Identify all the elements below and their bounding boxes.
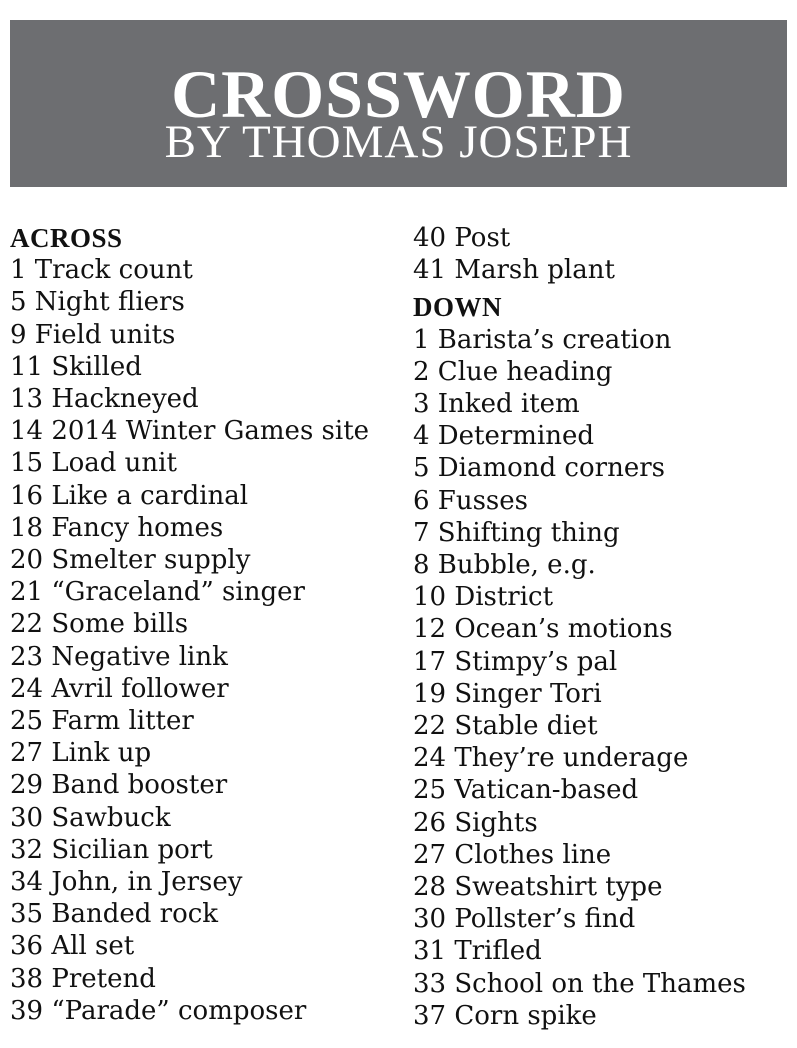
across-clue: 18 Fancy homes xyxy=(10,512,224,543)
across-clue: 36 All set xyxy=(10,931,135,962)
down-clue: 3 Inked item xyxy=(413,389,580,420)
across-clue: 15 Load unit xyxy=(10,448,177,479)
across-clue: 38 Pretend xyxy=(10,963,156,994)
across-clue: 20 Smelter supply xyxy=(10,545,251,576)
down-clue: 30 Pollster’s find xyxy=(413,904,636,935)
across-heading: ACROSS xyxy=(10,223,123,253)
down-clue: 6 Fusses xyxy=(413,485,529,516)
down-heading: DOWN xyxy=(413,292,502,323)
title-banner xyxy=(10,20,787,187)
across-clue: 9 Field units xyxy=(10,319,176,350)
down-clue: 19 Singer Tori xyxy=(413,678,602,709)
down-clue: 5 Diamond corners xyxy=(413,453,665,484)
across-clue: 34 John, in Jersey xyxy=(10,867,243,898)
across-clue: 25 Farm litter xyxy=(10,706,194,737)
down-clue: 12 Ocean’s motions xyxy=(413,614,673,645)
down-clue: 4 Determined xyxy=(413,421,595,452)
across-clue: 30 Sawbuck xyxy=(10,802,171,833)
puzzle-title: CROSSWORD xyxy=(171,56,626,132)
down-clue: 37 Corn spike xyxy=(413,1000,597,1031)
across-clue: 5 Night fliers xyxy=(10,287,185,318)
clue-column-right xyxy=(413,222,793,1032)
down-clue: 24 They’re underage xyxy=(413,743,689,774)
down-clue: 8 Bubble, e.g. xyxy=(413,550,596,581)
across-clue: 40 Post xyxy=(413,223,511,253)
down-clue: 25 Vatican-based xyxy=(413,775,639,806)
down-clue: 28 Sweatshirt type xyxy=(413,872,663,903)
down-clue: 26 Sights xyxy=(413,807,538,838)
down-clue: 10 District xyxy=(413,582,554,613)
clue-column-left xyxy=(10,222,400,1027)
across-clue: 22 Some bills xyxy=(10,609,189,640)
across-clue: 14 2014 Winter Games site xyxy=(10,416,370,447)
down-clue: 17 Stimpy’s pal xyxy=(413,646,618,677)
across-clue: 16 Like a cardinal xyxy=(10,480,249,511)
across-clue: 13 Hackneyed xyxy=(10,384,199,415)
across-clue: 24 Avril follower xyxy=(10,673,229,704)
down-clue: 1 Barista’s creation xyxy=(413,324,672,355)
across-clue: 29 Band booster xyxy=(10,770,228,801)
down-clue: 2 Clue heading xyxy=(413,356,613,387)
down-clue: 22 Stable diet xyxy=(413,711,598,742)
across-clue: 11 Skilled xyxy=(10,351,142,382)
down-clue: 7 Shifting thing xyxy=(413,517,620,548)
across-clue: 23 Negative link xyxy=(10,641,228,672)
across-clue: 39 “Parade” composer xyxy=(10,995,307,1026)
across-clue: 41 Marsh plant xyxy=(413,255,615,286)
across-clue: 1 Track count xyxy=(10,255,193,286)
across-clue: 35 Banded rock xyxy=(10,899,219,930)
across-clue: 32 Sicilian port xyxy=(10,834,213,865)
across-clue: 27 Link up xyxy=(10,738,152,769)
across-clue: 21 “Graceland” singer xyxy=(10,577,305,608)
down-clue: 33 School on the Thames xyxy=(413,968,746,999)
down-clue: 27 Clothes line xyxy=(413,839,612,870)
puzzle-byline: BY THOMAS JOSEPH xyxy=(164,116,633,168)
down-clue: 31 Trifled xyxy=(413,936,542,967)
